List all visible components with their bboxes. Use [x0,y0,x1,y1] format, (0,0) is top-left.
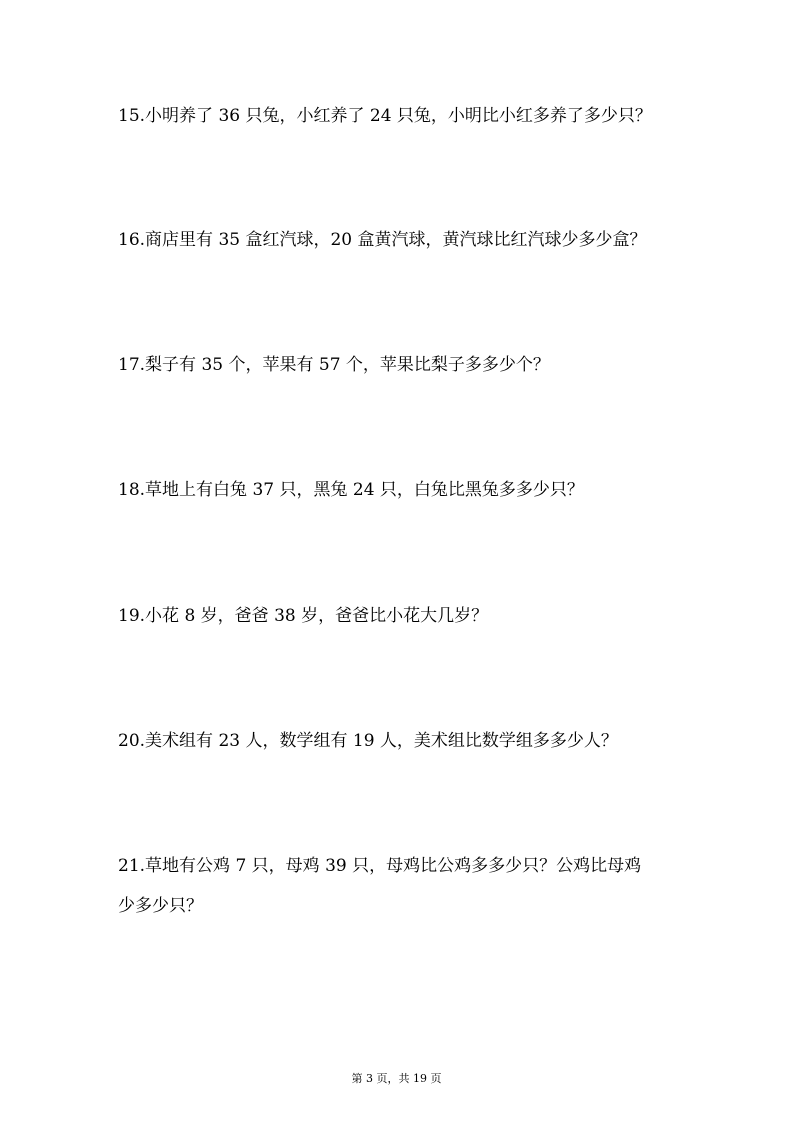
question-18 [118,470,678,510]
page-footer [0,1071,793,1087]
question-16 [118,220,678,260]
question-15 [118,96,678,136]
page-number-label: 第 3 页，共 19 页 [351,1072,442,1085]
question-text-line-2: 少多少只？ [118,896,203,916]
question-text: 19.小花 8 岁，爸爸 38 岁，爸爸比小花大几岁？ [118,606,489,626]
question-text: 16.商店里有 35 盒红汽球，20 盒黄汽球，黄汽球比红汽球少多少盒？ [118,230,647,250]
question-text: 15.小明养了 36 只兔，小红养了 24 只兔，小明比小红多养了多少只？ [118,106,652,126]
question-21 [118,846,678,926]
question-text-line-1: 21.草地有公鸡 7 只，母鸡 39 只，母鸡比公鸡多多少只？公鸡比母鸡 [118,856,642,876]
question-20 [118,721,678,761]
question-17 [118,345,678,385]
question-19 [118,596,678,636]
question-text: 18.草地上有白兔 37 只，黑兔 24 只，白兔比黑兔多多少只？ [118,480,584,500]
question-text: 17.梨子有 35 个，苹果有 57 个，苹果比梨子多多少个？ [118,355,550,375]
question-text: 20.美术组有 23 人，数学组有 19 人，美术组比数学组多多少人？ [118,731,618,751]
